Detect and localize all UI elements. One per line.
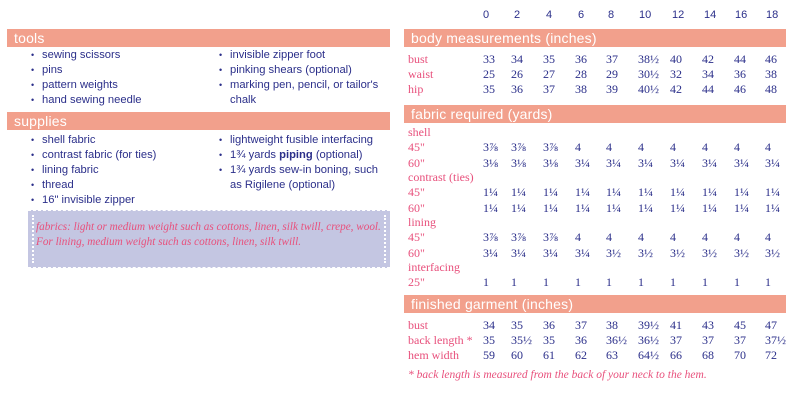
table-cell: 34 [702,67,714,81]
fabric-width-label: 25" [408,275,425,289]
table-cell: 1¼ [543,201,558,215]
table-cell: 3⅞ [511,230,526,244]
table-cell: 3⅞ [543,140,558,154]
table-cell: 1 [511,275,517,289]
fabrics-note-box [28,210,390,268]
tools-item: • marking pen, pencil, or tailor's chalk [216,78,388,108]
table-cell: 3¼ [702,156,717,170]
table-cell: 3¼ [511,246,526,260]
table-cell: 3⅞ [483,230,498,244]
tools-item: • sewing scissors [28,48,218,63]
table-cell: 3¼ [734,156,749,170]
fabric-width-label: 45" [408,185,425,199]
table-cell: 37 [702,333,714,347]
table-cell: 1¼ [606,201,621,215]
supplies-header: supplies [7,112,390,130]
size-label: 6 [578,9,585,21]
table-cell: 38 [765,67,777,81]
table-cell: 3½ [734,246,749,260]
table-cell: 36 [575,333,587,347]
fabric-width-label: 45" [408,230,425,244]
table-cell: 3⅛ [543,156,558,170]
supplies-list-col2 [216,133,390,193]
table-cell: 3¼ [483,246,498,260]
supplies-list-col1 [28,133,218,208]
table-cell: 1¼ [638,201,653,215]
table-cell: 72 [765,348,777,362]
supplies-item: • 16" invisible zipper [28,193,218,208]
table-cell: 4 [606,140,612,154]
fabric-required-header: fabric required (yards) [404,105,786,123]
tools-item: • pattern weights [28,78,218,93]
table-cell: 3⅛ [511,156,526,170]
table-cell: 37 [734,333,746,347]
table-cell: 32 [670,67,682,81]
table-cell: 3⅞ [511,140,526,154]
table-cell: 1¼ [670,185,685,199]
body-row-label: bust [408,52,429,66]
tools-list-col2 [216,48,388,108]
table-cell: 3½ [606,246,621,260]
table-cell: 37 [606,52,618,66]
table-cell: 39½ [638,318,659,332]
garment-row-label: hem width [408,348,459,362]
table-cell: 36½ [638,333,659,347]
table-cell: 3½ [638,246,653,260]
table-cell: 1¼ [575,185,590,199]
table-cell: 36 [511,82,523,96]
table-cell: 39 [606,82,618,96]
table-cell: 64½ [638,348,659,362]
table-cell: 63 [606,348,618,362]
size-label: 18 [766,9,779,21]
supplies-item: • contrast fabric (for ties) [28,148,218,163]
table-cell: 4 [575,230,581,244]
fabric-group-label: contrast (ties) [408,170,474,184]
table-cell: 42 [702,52,714,66]
table-cell: 3⅞ [483,140,498,154]
table-cell: 48 [765,82,777,96]
table-cell: 4 [734,230,740,244]
table-cell: 25 [483,67,495,81]
table-cell: 1¼ [765,185,780,199]
tools-item: • invisible zipper foot [216,48,388,63]
size-label: 10 [639,9,652,21]
size-label: 0 [483,9,490,21]
tools-item: • pins [28,63,218,78]
table-cell: 1¼ [511,201,526,215]
garment-row-label: back length * [408,333,473,347]
garment-row-label: bust [408,318,429,332]
piping-qty: 1¾ yards [230,149,277,161]
table-cell: 1 [765,275,771,289]
table-cell: 3¼ [575,156,590,170]
table-cell: 33 [483,52,495,66]
table-cell: 35 [511,318,523,332]
table-cell: 37 [543,82,555,96]
table-cell: 1¼ [511,185,526,199]
table-cell: 3¼ [575,246,590,260]
table-cell: 1 [702,275,708,289]
table-cell: 1 [606,275,612,289]
fabric-width-label: 60" [408,156,425,170]
size-label: 2 [514,9,521,21]
table-cell: 1¼ [765,201,780,215]
table-cell: 34 [483,318,495,332]
body-row-label: waist [408,67,434,81]
fabric-group-label: interfacing [408,260,460,274]
table-cell: 46 [734,82,746,96]
table-cell: 68 [702,348,714,362]
table-cell: 1¼ [734,185,749,199]
table-cell: 1¼ [702,185,717,199]
table-cell: 36 [575,52,587,66]
supplies-item: • shell fabric [28,133,218,148]
table-cell: 35 [543,52,555,66]
table-cell: 4 [765,140,771,154]
supplies-item: • lightweight fusible interfacing [216,133,390,148]
table-cell: 36 [543,318,555,332]
table-cell: 43 [702,318,714,332]
table-cell: 34 [511,52,523,66]
table-cell: 70 [734,348,746,362]
table-cell: 1¼ [638,185,653,199]
size-label: 14 [704,9,717,21]
back-length-footnote: * back length is measured from the back of your neck to the hem. [408,369,707,381]
table-cell: 4 [670,140,676,154]
table-cell: 30½ [638,67,659,81]
table-cell: 37½ [765,333,786,347]
table-cell: 44 [734,52,746,66]
table-cell: 66 [670,348,682,362]
table-cell: 36½ [606,333,627,347]
table-cell: 3¼ [670,156,685,170]
table-cell: 1 [575,275,581,289]
table-cell: 47 [765,318,777,332]
table-cell: 3½ [702,246,717,260]
table-cell: 36 [734,67,746,81]
table-cell: 38½ [638,52,659,66]
body-row-label: hip [408,82,424,96]
table-cell: 61 [543,348,555,362]
table-cell: 3⅞ [543,230,558,244]
table-cell: 45 [734,318,746,332]
table-cell: 4 [765,230,771,244]
tools-list-col1 [28,48,218,108]
tools-item: • hand sewing needle [28,93,218,108]
fabrics-note-text: fabrics: light or medium weight such as cottons, linen, silk twill, crepe, wool. For lining, medium weight such as cottons, linen, silk twill. [36,221,381,248]
table-cell: 28 [575,67,587,81]
table-cell: 3¼ [765,156,780,170]
table-cell: 35 [483,82,495,96]
fabric-width-label: 60" [408,201,425,215]
size-label: 12 [672,9,685,21]
table-cell: 44 [702,82,714,96]
table-cell: 35 [483,333,495,347]
table-cell: 37 [670,333,682,347]
table-cell: 1 [670,275,676,289]
table-cell: 1¼ [483,185,498,199]
table-cell: 1 [734,275,740,289]
table-cell: 4 [734,140,740,154]
table-cell: 62 [575,348,587,362]
fabric-width-label: 60" [408,246,425,260]
table-cell: 3¼ [543,246,558,260]
size-header-row [0,9,800,23]
size-label: 4 [546,9,553,21]
table-cell: 37 [575,318,587,332]
table-cell: 1¼ [575,201,590,215]
table-cell: 3½ [670,246,685,260]
table-cell: 1 [543,275,549,289]
table-cell: 1¼ [734,201,749,215]
table-cell: 60 [511,348,523,362]
size-label: 8 [608,9,615,21]
supplies-item [216,148,390,163]
fabric-group-label: lining [408,215,437,229]
table-cell: 1 [638,275,644,289]
table-cell: 59 [483,348,495,362]
table-cell: 1¼ [483,201,498,215]
table-cell: 40 [670,52,682,66]
table-cell: 40½ [638,82,659,96]
table-cell: 3⅛ [483,156,498,170]
tools-item: • pinking shears (optional) [216,63,388,78]
table-cell: 42 [670,82,682,96]
fabric-width-label: 45" [408,140,425,154]
finished-garment-header: finished garment (inches) [404,295,786,313]
table-cell: 4 [638,230,644,244]
table-cell: 4 [670,230,676,244]
tools-header: tools [7,29,390,47]
table-cell: 4 [575,140,581,154]
table-cell: 4 [702,230,708,244]
table-cell: 4 [638,140,644,154]
table-cell: 4 [606,230,612,244]
supplies-item: • 1¾ yards sew-in boning, such as Rigilene (optional) [216,163,390,193]
table-cell: 1¼ [543,185,558,199]
body-measurements-header: body measurements (inches) [404,29,786,47]
table-cell: 1¼ [702,201,717,215]
table-cell: 46 [765,52,777,66]
table-cell: 27 [543,67,555,81]
table-cell: 35 [543,333,555,347]
table-cell: 1¼ [606,185,621,199]
table-cell: 41 [670,318,682,332]
table-cell: 38 [575,82,587,96]
size-label: 16 [735,9,748,21]
fabric-group-label: shell [408,125,431,139]
table-cell: 1¼ [670,201,685,215]
supplies-item: • lining fabric [28,163,218,178]
table-cell: 3¼ [606,156,621,170]
table-cell: 35½ [511,333,532,347]
table-cell: 38 [606,318,618,332]
table-cell: 3¼ [638,156,653,170]
piping-label: piping [279,149,313,161]
table-cell: 1 [483,275,489,289]
table-cell: 26 [511,67,523,81]
supplies-item: • thread [28,178,218,193]
table-cell: 29 [606,67,618,81]
table-cell: 4 [702,140,708,154]
table-cell: 3½ [765,246,780,260]
piping-note: (optional) [315,149,363,161]
